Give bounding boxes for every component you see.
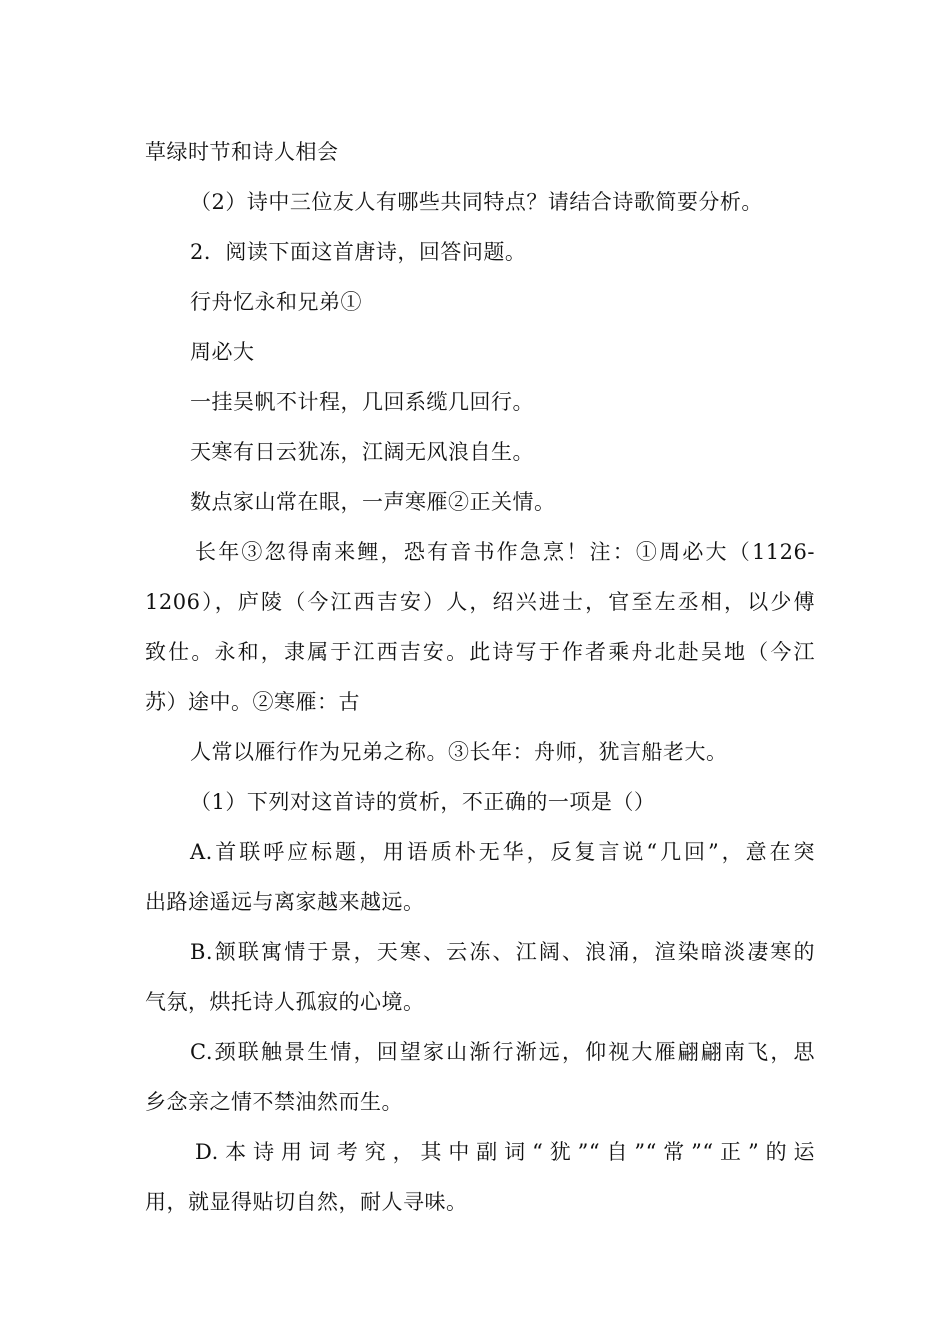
poem-line: 数点家山常在眼，一声寒雁②正关情。 [190, 490, 556, 514]
option-c: C.颈联触景生情，回望家山渐行渐远，仰视大雁翩翩南飞，思 [190, 1040, 815, 1064]
note-text: 苏）途中。②寒雁：古 [145, 690, 360, 714]
note-text: 1206），庐陵（今江西吉安）人，绍兴进士，官至左丞相，以少傅 [145, 590, 815, 614]
note-text: 致仕。永和，隶属于江西吉安。此诗写于作者乘舟北赴吴地（今江 [145, 640, 815, 664]
poem-author: 周必大 [190, 340, 255, 364]
poem-line-with-note: 长年③忽得南来鲤，恐有音书作急烹！注：①周必大（1126- [195, 540, 815, 564]
option-c-continued: 乡念亲之情不禁油然而生。 [145, 1090, 403, 1114]
question-text: （1）下列对这首诗的赏析，不正确的一项是（） [190, 790, 656, 814]
option-a-continued: 出路途遥远与离家越来越远。 [145, 890, 425, 914]
section-heading: 2．阅读下面这首唐诗，回答问题。 [190, 240, 527, 264]
option-b: B.颔联寓情于景，天寒、云冻、江阔、浪涌，渲染暗淡凄寒的 [190, 940, 815, 964]
option-d: D.本诗用词考究，其中副词“犹”“自”“常”“正”的运 [195, 1140, 815, 1164]
option-d-continued: 用，就显得贴切自然，耐人寻味。 [145, 1190, 468, 1214]
poem-line: 一挂吴帆不计程，几回系缆几回行。 [190, 390, 534, 414]
question-text: （2）诗中三位友人有哪些共同特点？请结合诗歌简要分析。 [190, 190, 763, 214]
option-a: A.首联呼应标题，用语质朴无华，反复言说“几回”，意在突 [190, 840, 815, 864]
note-text: 人常以雁行作为兄弟之称。③长年：舟师，犹言船老大。 [190, 740, 728, 764]
option-b-continued: 气氛，烘托诗人孤寂的心境。 [145, 990, 425, 1014]
poem-title: 行舟忆永和兄弟① [190, 290, 362, 314]
poem-line: 天寒有日云犹冻，江阔无风浪自生。 [190, 440, 534, 464]
text-line: 草绿时节和诗人相会 [145, 140, 339, 164]
